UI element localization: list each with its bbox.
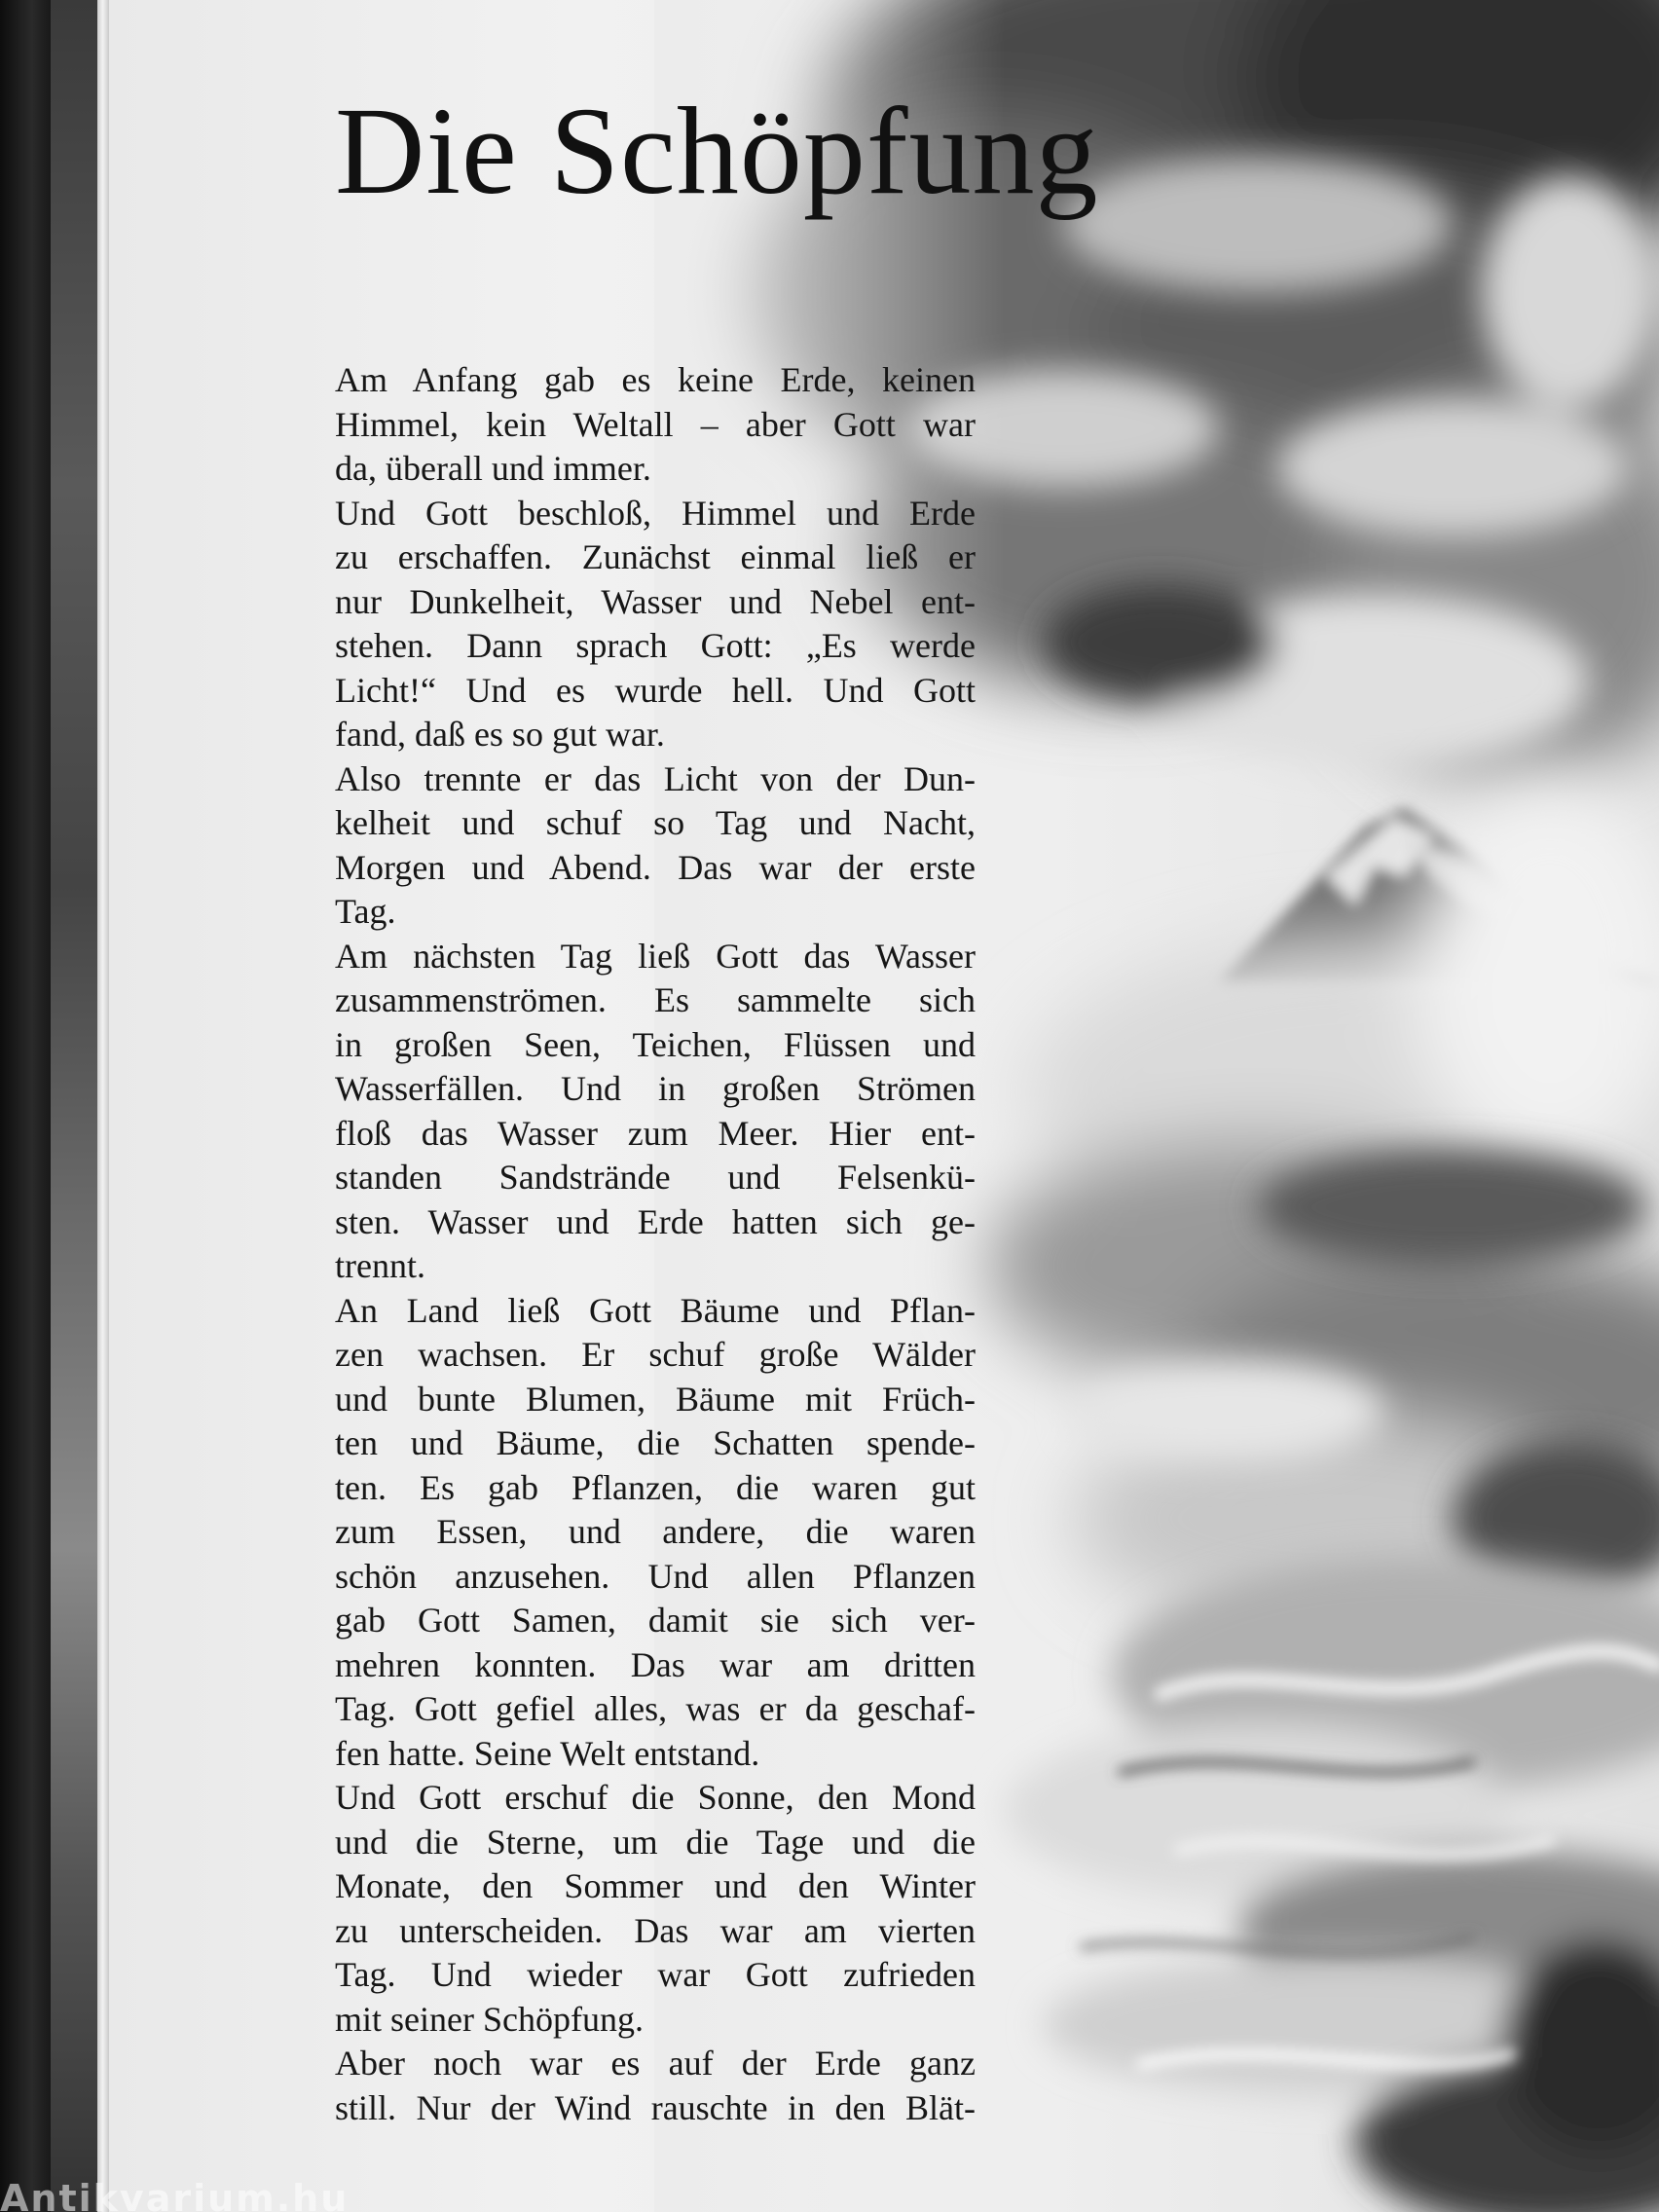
text-line: zu erschaffen. Zunächst einmal ließ er xyxy=(335,537,976,576)
text-line: Wasserfällen. Und in großen Strömen xyxy=(335,1069,976,1108)
paragraph xyxy=(335,1289,976,1777)
text-line: Licht!“ Und es wurde hell. Und Gott xyxy=(335,670,976,710)
text-line: zum Essen, und andere, die waren xyxy=(335,1512,976,1551)
paragraph xyxy=(335,935,976,1289)
text-line: Also trennte er das Licht von der Dun- xyxy=(335,758,976,798)
text-line: still. Nur der Wind rauschte in den Blät- xyxy=(335,2087,976,2127)
watermark: Antikvarium.hu xyxy=(0,2177,350,2212)
text-line: sten. Wasser und Erde hatten sich ge- xyxy=(335,1201,976,1241)
text-line: Morgen und Abend. Das war der erste xyxy=(335,847,976,887)
text-line: mehren konnten. Das war am dritten xyxy=(335,1644,976,1684)
text-line: ten. Es gab Pflanzen, die waren gut xyxy=(335,1467,976,1507)
text-line: Tag. Und wieder war Gott zufrieden xyxy=(335,1955,976,1994)
paragraph xyxy=(335,1776,976,2042)
text-line: in großen Seen, Teichen, Flüssen und xyxy=(335,1024,976,1064)
text-line: Aber noch war es auf der Erde ganz xyxy=(335,2044,976,2083)
book-page xyxy=(109,0,1659,2212)
text-line: fand, daß es so gut war. xyxy=(335,715,665,754)
text-line: stehen. Dann sprach Gott: „Es werde xyxy=(335,626,976,665)
text-line: kelheit und schuf so Tag und Nacht, xyxy=(335,803,976,842)
text-line: mit seiner Schöpfung. xyxy=(335,1999,644,2039)
text-line: da, überall und immer. xyxy=(335,449,651,488)
text-line: und bunte Blumen, Bäume mit Früch- xyxy=(335,1379,976,1419)
text-line: trennt. xyxy=(335,1246,425,1285)
text-line: zusammenströmen. Es sammelte sich xyxy=(335,980,976,1019)
text-line: Am nächsten Tag ließ Gott das Wasser xyxy=(335,936,976,976)
text-line: und die Sterne, um die Tage und die xyxy=(335,1822,976,1862)
text-line: schön anzusehen. Und allen Pflanzen xyxy=(335,1556,976,1596)
paragraph xyxy=(335,358,976,492)
paragraph xyxy=(335,757,976,935)
text-line: Himmel, kein Weltall – aber Gott war xyxy=(335,404,976,444)
page-title: Die Schöpfung xyxy=(335,82,1099,220)
text-line: gab Gott Samen, damit sie sich ver- xyxy=(335,1601,976,1640)
text-line: Monate, den Sommer und den Winter xyxy=(335,1866,976,1905)
text-line: zu unterscheiden. Das war am vierten xyxy=(335,1910,976,1950)
body-text xyxy=(335,358,976,2130)
text-line: standen Sandstrände und Felsenkü- xyxy=(335,1158,976,1197)
text-line: An Land ließ Gott Bäume und Pflan- xyxy=(335,1290,976,1330)
text-line: Und Gott erschuf die Sonne, den Mond xyxy=(335,1778,976,1817)
paragraph xyxy=(335,2042,976,2130)
text-line: nur Dunkelheit, Wasser und Nebel ent- xyxy=(335,581,976,621)
text-line: zen wachsen. Er schuf große Wälder xyxy=(335,1335,976,1374)
text-line: Und Gott beschloß, Himmel und Erde xyxy=(335,493,976,533)
text-line: Am Anfang gab es keine Erde, keinen xyxy=(335,360,976,399)
text-line: ten und Bäume, die Schatten spende- xyxy=(335,1423,976,1462)
book-spine xyxy=(0,0,58,2212)
paragraph xyxy=(335,492,976,757)
text-line: Tag. Gott gefiel alles, was er da geschaf- xyxy=(335,1689,976,1728)
previous-page-edge xyxy=(51,0,101,2212)
text-line: fen hatte. Seine Welt entstand. xyxy=(335,1733,760,1773)
text-line: floß das Wasser zum Meer. Hier ent- xyxy=(335,1113,976,1153)
text-line: Tag. xyxy=(335,892,396,931)
